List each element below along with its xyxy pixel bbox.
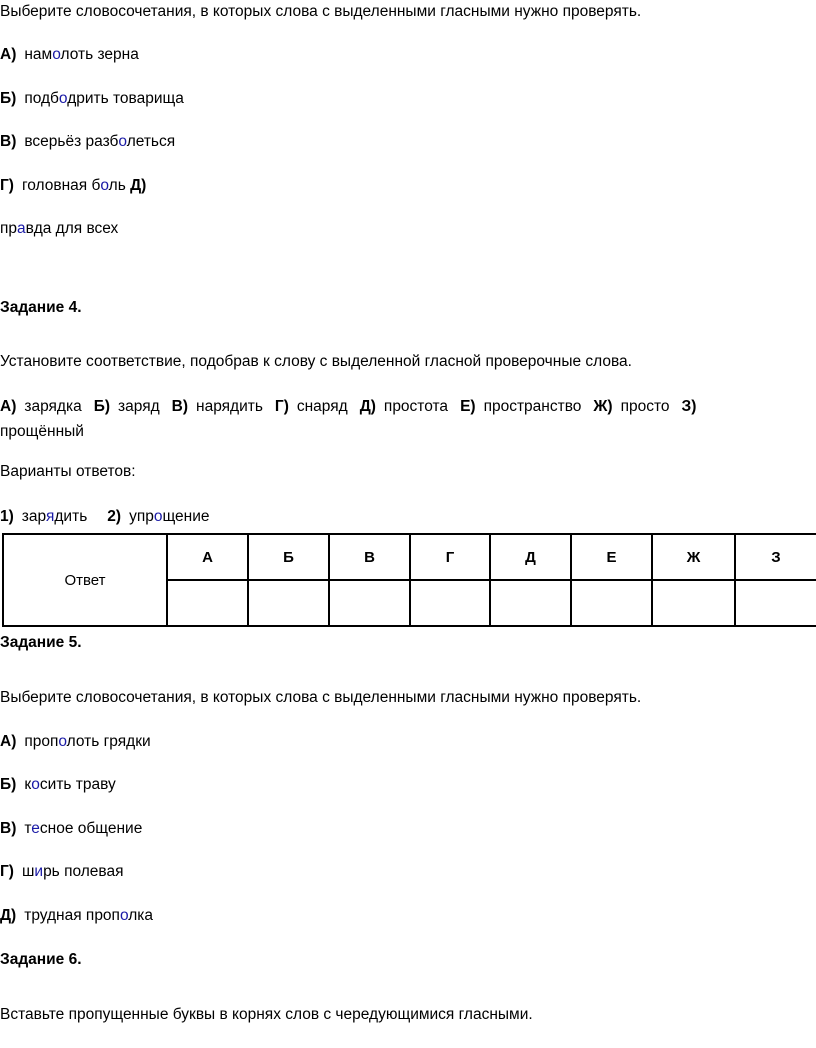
- word-part: зар: [21, 508, 46, 525]
- answer-cell[interactable]: [329, 580, 410, 626]
- table-header-row: [3, 534, 816, 580]
- task3-item-d: [0, 219, 118, 239]
- task5-item-d: [0, 906, 153, 926]
- word-part: подб: [24, 90, 59, 107]
- task4-variants: [0, 507, 210, 527]
- table-header-cell: Б: [248, 534, 329, 580]
- task6-instruction: Вставьте пропущенные буквы в корнях слов с чередующимися гласными.: [0, 1006, 533, 1023]
- item-letter: Г): [0, 177, 14, 194]
- highlighted-vowel: о: [153, 508, 163, 525]
- word-letter: Б): [93, 398, 111, 415]
- answer-table: [2, 533, 816, 627]
- task6-title: Задание 6.: [0, 951, 82, 968]
- answer-cell[interactable]: [652, 580, 735, 626]
- task3-instruction: Выберите словосочетания, в которых слова с выделенными гласными нужно проверять.: [0, 3, 642, 20]
- word: пространство: [483, 398, 582, 415]
- word-part: щение: [162, 508, 210, 525]
- item-letter: В): [0, 820, 17, 837]
- word-letter: А): [0, 398, 17, 415]
- word-letter: З): [681, 398, 697, 415]
- word-part: лоть зерна: [60, 46, 139, 63]
- word-part: сить траву: [39, 776, 116, 793]
- task3-item-v: [0, 132, 175, 152]
- word-part: лка: [128, 907, 154, 924]
- answer-cell[interactable]: [167, 580, 248, 626]
- word-part: рь полевая: [43, 863, 124, 880]
- highlighted-vowel: е: [31, 820, 40, 837]
- task5-item-b: [0, 775, 116, 795]
- task5-item-g: [0, 862, 123, 882]
- highlighted-vowel: о: [58, 733, 67, 750]
- answer-cell[interactable]: [571, 580, 652, 626]
- task4-variants-label: Варианты ответов:: [0, 463, 136, 480]
- highlighted-vowel: о: [119, 907, 129, 924]
- table-header-cell: Д: [490, 534, 571, 580]
- word-letter: Ж): [593, 398, 613, 415]
- answer-row-label: Ответ: [3, 534, 167, 626]
- word: зарядка: [24, 398, 82, 415]
- highlighted-vowel: о: [58, 90, 68, 107]
- highlighted-vowel: я: [45, 508, 55, 525]
- task3-item-b: [0, 89, 184, 109]
- word-part: головная б: [21, 177, 101, 194]
- highlighted-vowel: о: [118, 133, 127, 150]
- word: просто: [620, 398, 670, 415]
- table-header-cell: В: [329, 534, 410, 580]
- highlighted-vowel: о: [52, 46, 61, 63]
- task5-item-v: [0, 819, 142, 839]
- task4-title: Задание 4.: [0, 299, 82, 316]
- item-letter: А): [0, 46, 17, 63]
- table-header-cell: З: [735, 534, 816, 580]
- word-part: вда для всех: [25, 220, 119, 237]
- word-part: пр: [0, 220, 18, 237]
- word-part: нам: [24, 46, 53, 63]
- task5-title: Задание 5.: [0, 634, 82, 651]
- word-letter: Д): [359, 398, 376, 415]
- word-part: леться: [126, 133, 176, 150]
- word-part: сное общение: [39, 820, 143, 837]
- answer-cell[interactable]: [490, 580, 571, 626]
- word: нарядить: [196, 398, 263, 415]
- word-part: дить: [54, 508, 88, 525]
- table-header-cell: Г: [410, 534, 490, 580]
- word-part: всерьёз разб: [24, 133, 119, 150]
- table-header-cell: А: [167, 534, 248, 580]
- highlighted-vowel: о: [100, 177, 109, 194]
- word-part: т: [24, 820, 32, 837]
- task3-item-g: [0, 176, 146, 196]
- item-letter: Д): [0, 907, 17, 924]
- task5-instruction: Выберите словосочетания, в которых слова с выделенными гласными нужно проверять.: [0, 689, 642, 706]
- word-part: проп: [24, 733, 59, 750]
- word: прощённый: [0, 423, 84, 440]
- word-part: ш: [21, 863, 35, 880]
- variant-number: 1): [0, 508, 14, 525]
- word-letter: В): [171, 398, 189, 415]
- word-letter: Е): [460, 398, 476, 415]
- word-part: лоть грядки: [66, 733, 151, 750]
- highlighted-vowel: о: [31, 776, 40, 793]
- answer-cell[interactable]: [735, 580, 816, 626]
- word-part: ль: [108, 177, 126, 194]
- highlighted-vowel: а: [17, 220, 26, 237]
- word-part: дрить товарища: [67, 90, 184, 107]
- answer-cell[interactable]: [248, 580, 329, 626]
- item-letter: Б): [0, 776, 17, 793]
- task4-words-line: [0, 397, 696, 417]
- word: простота: [383, 398, 449, 415]
- word-part: трудная проп: [24, 907, 120, 924]
- word-letter: Г): [274, 398, 289, 415]
- task4-instruction: Установите соответствие, подобрав к слову с выделенной гласной проверочные слова.: [0, 353, 632, 370]
- variant-number: 2): [107, 508, 122, 525]
- task4-words-line-2: [0, 422, 84, 442]
- item-letter: Б): [0, 90, 17, 107]
- task3-item-a: [0, 45, 139, 65]
- table-header-cell: Ж: [652, 534, 735, 580]
- highlighted-vowel: и: [34, 863, 44, 880]
- item-letter: А): [0, 733, 17, 750]
- word: заряд: [118, 398, 160, 415]
- item-letter: В): [0, 133, 17, 150]
- item-letter: Г): [0, 863, 14, 880]
- word-part: упр: [129, 508, 154, 525]
- word: снаряд: [296, 398, 348, 415]
- task5-item-a: [0, 732, 151, 752]
- item-letter: Д): [130, 177, 147, 194]
- table-header-cell: Е: [571, 534, 652, 580]
- word-part: к: [24, 776, 32, 793]
- answer-cell[interactable]: [410, 580, 490, 626]
